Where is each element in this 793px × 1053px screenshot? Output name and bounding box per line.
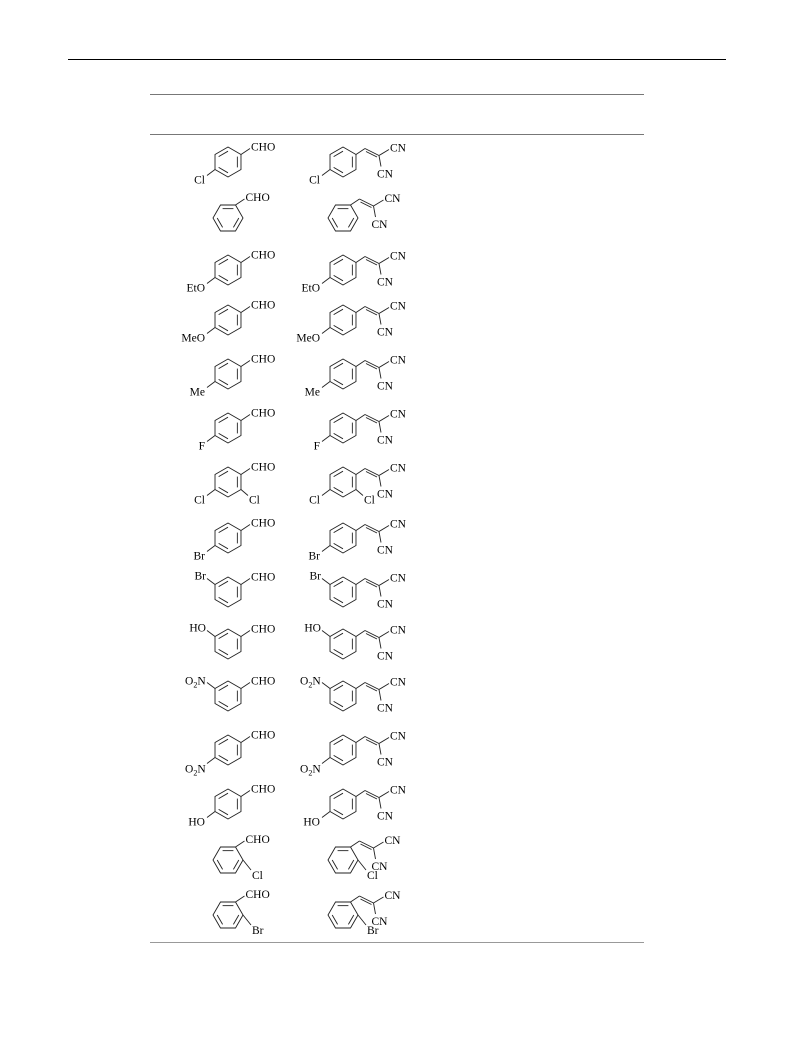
reactant-7 [194,462,275,507]
cyano-bond [379,632,389,638]
cho-label: CHO [245,889,270,902]
reactant-14 [213,834,270,882]
double-bond-inner [366,364,377,370]
double-bond-inner [366,582,377,588]
cyano-bond [379,476,381,487]
cn-label: CN [389,676,406,689]
double-bond-inner [366,472,377,478]
product-2 [328,193,401,231]
cyano-bond [374,842,384,848]
cyano-bond [379,258,389,264]
product-8 [309,519,407,563]
vinyl-bond [356,683,365,689]
substituent-label: Cl [363,494,375,507]
cn-label: CN [376,326,393,339]
substituent-label: Br [367,925,379,937]
product-11 [300,676,407,715]
cho-bond [236,841,245,847]
double-bond-inner [366,686,377,692]
reactant-6 [199,408,276,453]
substituent-label: Cl [194,174,206,187]
cho-bond [241,579,250,585]
substituent-bond [358,860,366,870]
substituent-bond [207,579,215,585]
substituent-bond [241,490,248,496]
cyano-bond [379,314,381,325]
product-14 [328,835,401,882]
substituent-bond [322,812,330,818]
cyano-bond [379,150,389,156]
substituent-label: MeO [296,332,321,345]
cyano-bond [374,206,376,217]
cho-bond [241,257,250,263]
cyano-bond [374,848,376,859]
cn-label: CN [389,300,406,313]
cyano-bond [379,638,381,649]
cho-label: CHO [250,249,276,262]
cn-label: CN [376,756,393,769]
cn-label: CN [389,730,406,743]
cn-label: CN [376,598,393,611]
cho-bond [241,415,250,421]
cn-label: CN [376,702,393,715]
vinyl-bond [356,415,365,421]
substituent-bond [207,490,215,496]
cyano-bond [379,744,381,755]
cn-label: CN [376,380,393,393]
substituent-label: MeO [181,332,206,345]
substituent-bond [358,915,366,925]
double-bond-inner [366,310,377,316]
cyano-bond [379,684,389,690]
vinyl-bond [356,791,365,797]
product-5 [305,355,407,399]
reactant-10 [189,623,275,660]
substituent-label: EtO [301,282,321,295]
cn-label: CN [389,624,406,637]
reactant-1 [194,142,275,187]
substituent-label: Cl [367,870,378,882]
cho-bond [241,737,250,743]
substituent-label: Br [194,570,207,583]
cn-label: CN [389,518,406,531]
cyano-bond [379,580,389,586]
cyano-bond [379,798,381,809]
vinyl-bond [356,257,365,263]
cyano-bond [379,586,381,597]
nitro-label: $O_2N$ [185,763,206,778]
substituent-bond [243,860,251,870]
cn-label: CN [384,890,401,903]
vinyl-bond [351,841,360,847]
cn-label: CN [376,434,393,447]
vinyl-bond [351,896,360,902]
double-bond-inner [366,634,377,640]
substituent-bond [322,170,330,176]
vinyl-bond [356,579,365,585]
product-13 [303,785,406,829]
substituent-label: HO [188,816,206,829]
product-4 [296,301,406,345]
substituent-bond [207,683,215,689]
substituent-label: Cl [248,494,260,507]
cn-label: CN [389,354,406,367]
substituent-bond [207,812,215,818]
cho-bond [236,896,245,902]
substituent-label: HO [189,622,207,635]
substituent-bond [322,758,330,764]
double-bond-inner [366,794,377,800]
substituent-label: Cl [309,494,321,507]
double-bond-inner [366,260,377,266]
substituent-bond [322,278,330,284]
nitro-label: $O_2N$ [300,675,321,690]
cyano-bond [379,422,381,433]
cn-label: CN [389,408,406,421]
substituent-bond [322,436,330,442]
cho-bond [241,525,250,531]
cyano-bond [379,308,389,314]
cho-bond [241,791,250,797]
vinyl-bond [356,149,365,155]
cho-bond [241,307,250,313]
substituent-bond [207,170,215,176]
substituent-label: HO [304,622,322,635]
cyano-bond [379,526,389,532]
product-9 [310,571,407,611]
substituent-bond [207,436,215,442]
reactant-8 [194,518,276,563]
reactant-12 [185,730,275,778]
product-12 [300,731,407,778]
product-10 [304,623,406,663]
cn-label: CN [371,916,388,929]
cho-label: CHO [245,834,270,847]
substituent-label: Cl [309,174,321,187]
reactant-9 [195,571,276,608]
substituent-bond [356,490,363,496]
cn-label: CN [389,142,406,155]
cn-label: CN [376,810,393,823]
cyano-bond [379,416,389,422]
cyano-bond [379,690,381,701]
cn-label: CN [371,219,388,232]
substituent-bond [322,546,330,552]
substituent-bond [207,758,215,764]
substituent-bond [322,579,330,585]
reactant-3 [186,250,275,295]
vinyl-bond [351,199,360,205]
substituent-label: F [313,440,321,453]
substituent-bond [322,631,330,637]
substituent-bond [322,328,330,334]
cyano-bond [379,264,381,275]
product-15 [328,890,401,937]
cho-label: CHO [245,192,270,205]
cho-label: CHO [250,675,276,688]
cn-label: CN [376,168,393,181]
substituent-label: Cl [194,494,206,507]
cn-label: CN [376,650,393,663]
substituent-bond [207,328,215,334]
substituent-bond [322,382,330,388]
double-bond-inner [361,844,372,850]
cho-label: CHO [250,729,276,742]
vinyl-bond [356,737,365,743]
cyano-bond [379,738,389,744]
cho-label: CHO [250,571,276,584]
cho-bond [241,361,250,367]
cho-label: CHO [250,353,276,366]
cho-label: CHO [250,299,276,312]
substituent-label: Cl [252,870,263,882]
cn-label: CN [376,276,393,289]
cho-label: CHO [250,517,276,530]
substituent-label: EtO [186,282,206,295]
reactant-2 [213,192,270,231]
substituent-bond [207,382,215,388]
product-3 [301,251,406,295]
double-bond-inner [366,418,377,424]
cyano-bond [379,156,381,167]
substituent-label: Br [308,550,321,563]
double-bond-inner [366,152,377,158]
cn-label: CN [376,544,393,557]
cyano-bond [379,532,381,543]
substituent-label: Br [309,570,322,583]
substituent-bond [207,278,215,284]
vinyl-bond [356,631,365,637]
cyano-bond [379,470,389,476]
cyano-bond [374,200,384,206]
cn-label: CN [384,835,401,848]
product-1 [309,143,407,187]
vinyl-bond [356,525,365,531]
cyano-bond [379,368,381,379]
cyano-bond [379,792,389,798]
product-7 [309,463,407,507]
vinyl-bond [356,469,365,475]
reactant-11 [185,676,275,712]
cn-label: CN [371,861,388,874]
cyano-bond [374,897,384,903]
cyano-bond [374,903,376,914]
substituent-label: HO [303,816,321,829]
product-6 [314,409,407,453]
substituent-label: F [198,440,206,453]
substituent-bond [207,631,215,637]
cn-label: CN [376,488,393,501]
nitro-label: $O_2N$ [185,675,206,690]
cn-label: CN [389,784,406,797]
reactant-4 [181,300,275,345]
substituent-label: Br [252,925,264,937]
cho-label: CHO [250,141,276,154]
cn-label: CN [389,462,406,475]
cho-label: CHO [250,623,276,636]
cho-label: CHO [250,783,276,796]
double-bond-inner [366,528,377,534]
cho-bond [241,149,250,155]
cho-label: CHO [250,407,276,420]
substituent-bond [243,915,251,925]
vinyl-bond [356,361,365,367]
cn-label: CN [389,250,406,263]
reactant-5 [190,354,276,399]
substituent-label: Me [189,386,206,399]
cyano-bond [379,362,389,368]
cho-bond [241,469,250,475]
substituent-label: Me [304,386,321,399]
cho-bond [236,199,245,205]
substituent-label: Br [193,550,206,563]
double-bond-inner [361,202,372,208]
reactant-13 [188,784,275,829]
cho-bond [241,631,250,637]
double-bond-inner [361,899,372,905]
cho-bond [241,683,250,689]
cn-label: CN [389,572,406,585]
reactant-15 [213,889,270,937]
vinyl-bond [356,307,365,313]
cn-label: CN [384,193,401,206]
substituent-bond [207,546,215,552]
double-bond-inner [366,740,377,746]
substituent-bond [322,683,330,689]
cho-label: CHO [250,461,276,474]
substituent-bond [322,490,330,496]
nitro-label: $O_2N$ [300,763,321,778]
